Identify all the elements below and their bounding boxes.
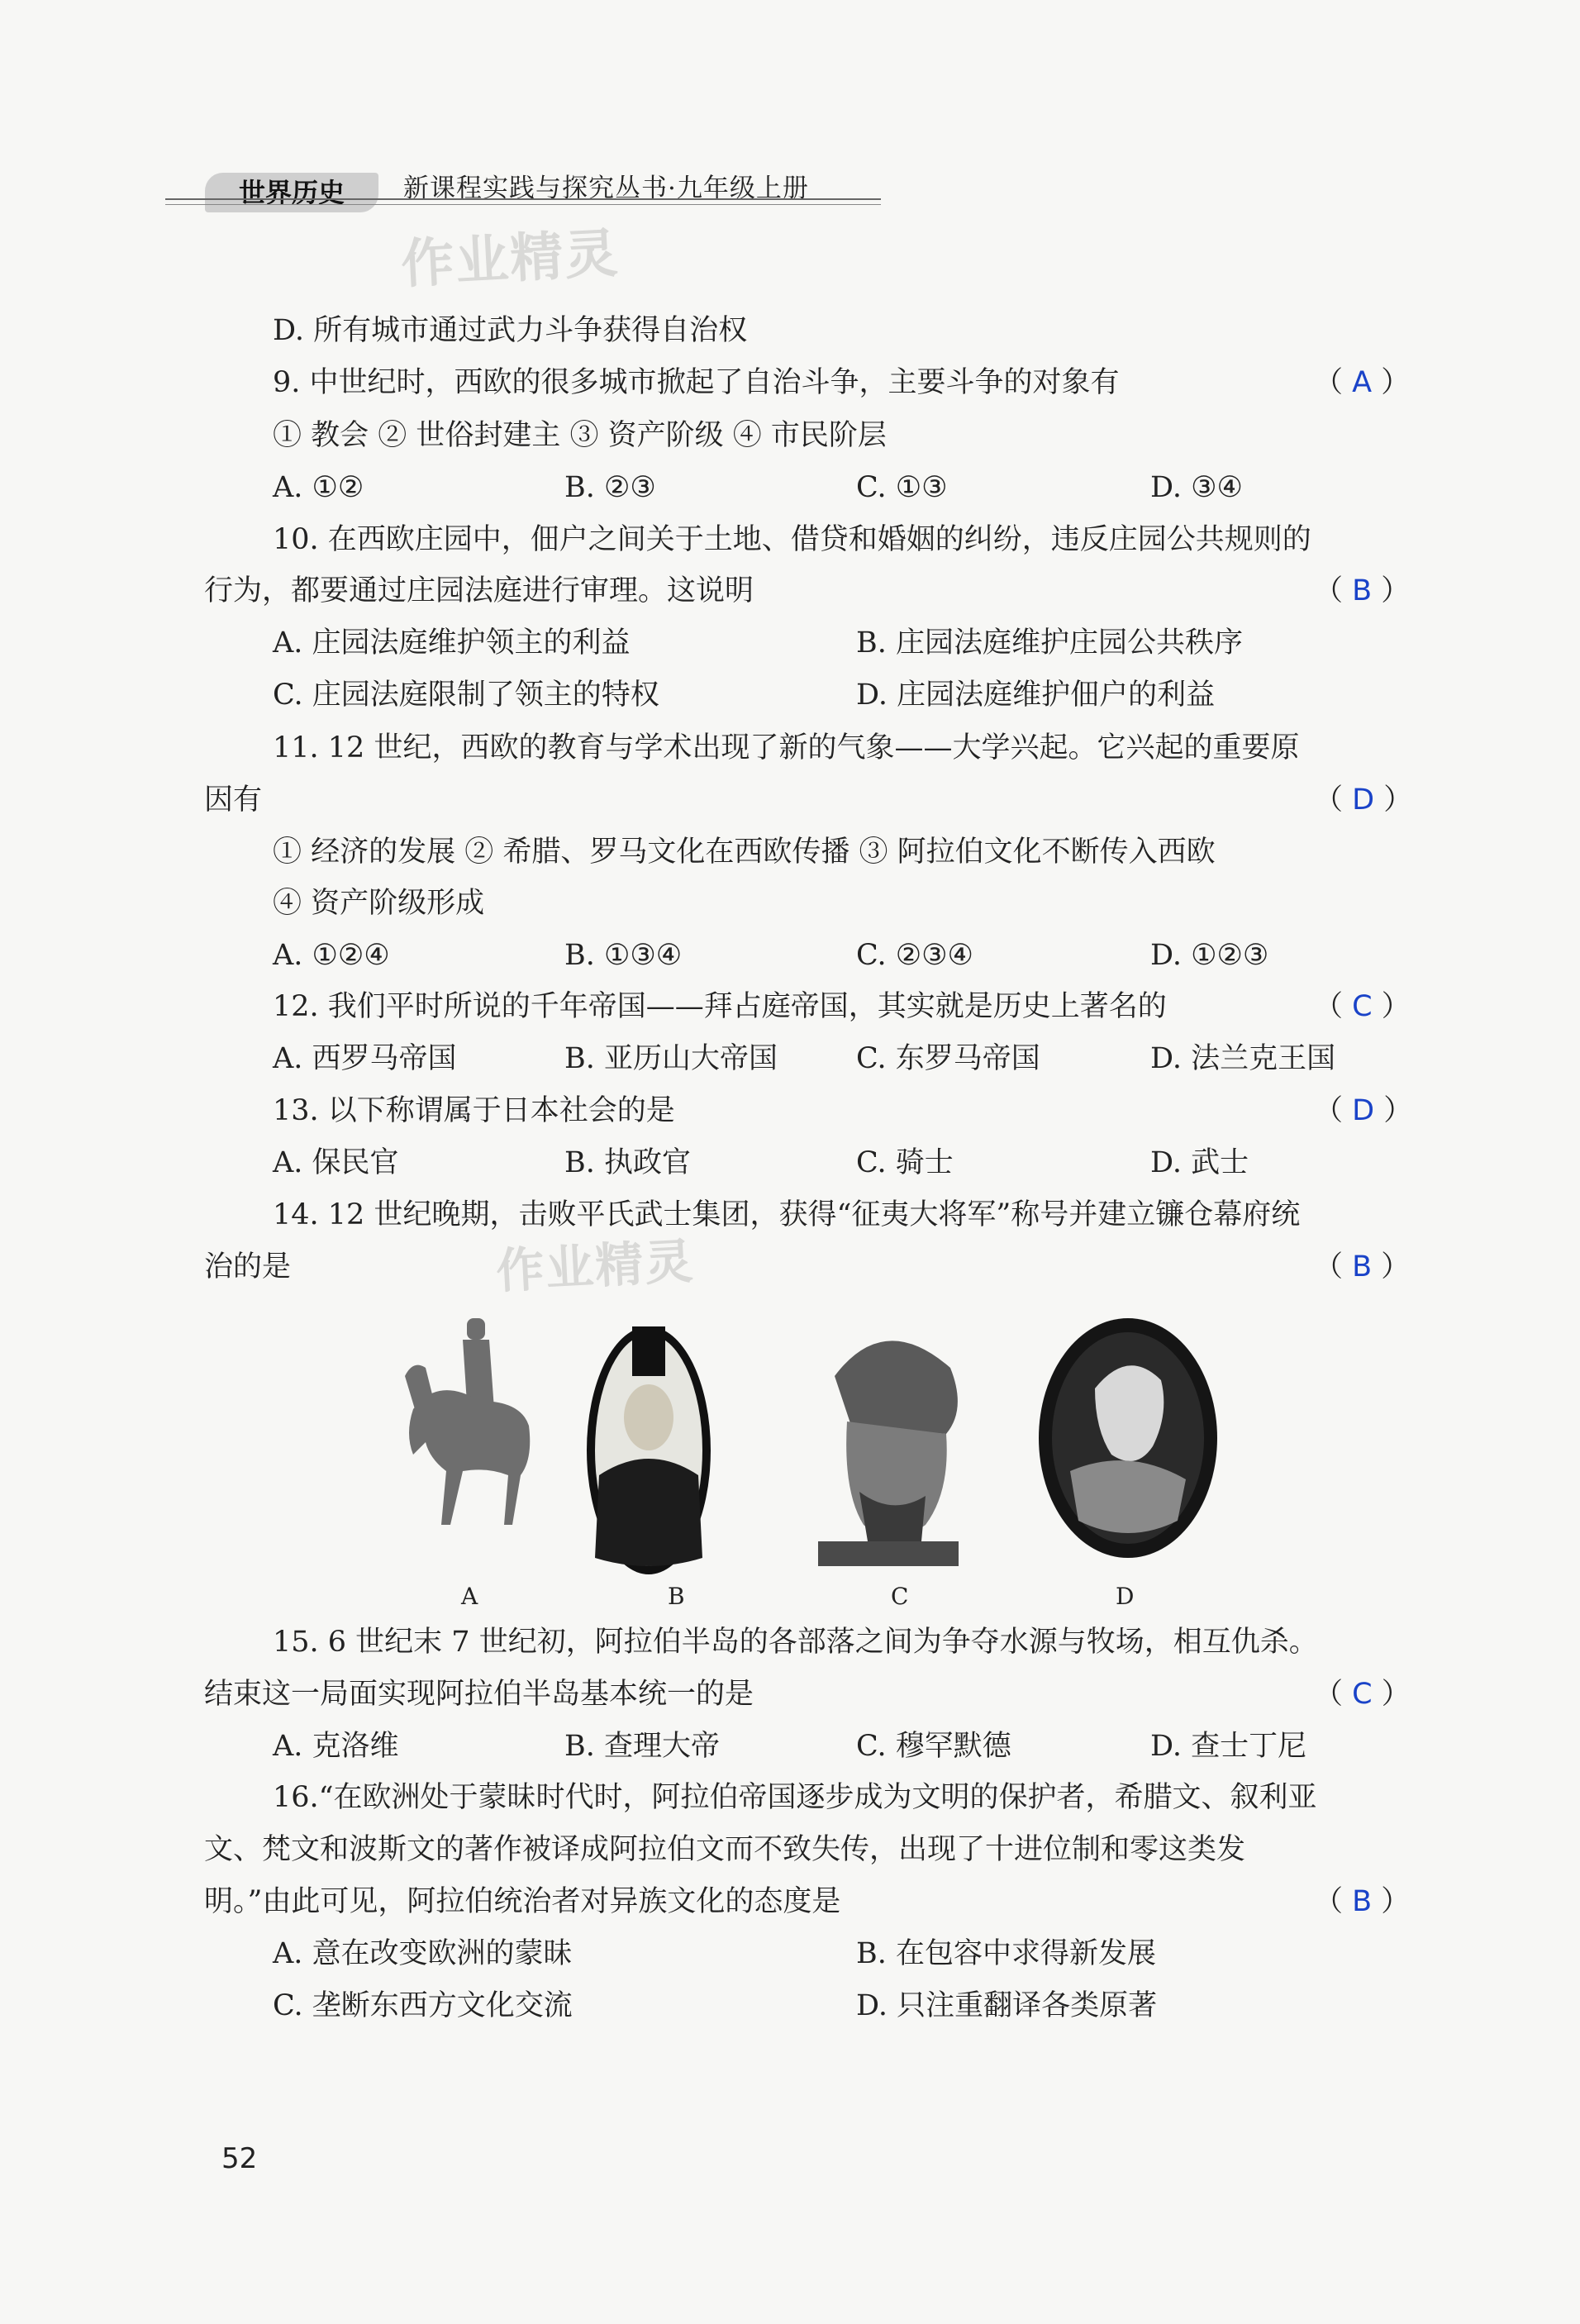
question-15: 15. 6 世纪末 7 世纪初，阿拉伯半岛的各部落之间为争夺水源与牧场，相互仇杀。 — [273, 1626, 1318, 1659]
option-b: B. 亚历山大帝国 — [564, 1042, 778, 1075]
question-9-items: ① 教会 ② 世俗封建主 ③ 资产阶级 ④ 市民阶层 — [273, 419, 887, 452]
watermark: 作业精灵 — [494, 1232, 696, 1300]
option-a: A. ①②④ — [273, 939, 390, 972]
header-rule-thin — [165, 204, 881, 205]
question-9: 9. 中世纪时，西欧的很多城市掀起了自治斗争，主要斗争的对象有 — [273, 366, 1120, 399]
option-d: D. 法兰克王国 — [1150, 1042, 1336, 1075]
page-header — [205, 169, 874, 216]
option-c: C. 东罗马帝国 — [856, 1042, 1040, 1075]
option-c: C. 骑士 — [856, 1146, 954, 1179]
question-11-items: ① 经济的发展 ② 希腊、罗马文化在西欧传播 ③ 阿拉伯文化不断传入西欧 — [273, 836, 1216, 869]
question-11-cont: 因有 — [204, 783, 263, 817]
option-c: C. ①③ — [856, 471, 948, 504]
greek-helmet-bust-image — [802, 1318, 975, 1574]
option-d: D. 查士丁尼 — [1150, 1730, 1307, 1763]
book-series-title: 新课程实践与探究丛书·九年级上册 — [403, 174, 809, 203]
option-a: A. 保民官 — [273, 1146, 399, 1179]
figure-label-d: D — [1116, 1583, 1135, 1610]
question-15-cont: 结束这一局面实现阿拉伯半岛基本统一的是 — [204, 1678, 754, 1711]
cameo-portrait-image — [1037, 1314, 1219, 1562]
question-11: 11. 12 世纪，西欧的教育与学术出现了新的气象——大学兴起。它兴起的重要原 — [273, 731, 1300, 764]
subject-badge: 世界历史 — [205, 173, 378, 212]
question-10: 10. 在西欧庄园中，佃户之间关于土地、借贷和婚姻的纠纷，违反庄园公共规则的 — [273, 523, 1311, 556]
answer-15: （ C ） — [1314, 1678, 1411, 1711]
option-d: D. 只注重翻译各类原著 — [856, 1989, 1158, 2022]
option-d: D. 庄园法庭维护佃户的利益 — [856, 679, 1216, 712]
answer-9: （ A ） — [1314, 366, 1411, 399]
answer-16: （ B ） — [1314, 1885, 1411, 1918]
option-a: A. 西罗马帝国 — [273, 1042, 457, 1075]
answer-11: （ D ） — [1314, 783, 1413, 817]
question-12: 12. 我们平时所说的千年帝国——拜占庭帝国，其实就是历史上著名的 — [273, 990, 1167, 1023]
answer-10: （ B ） — [1314, 574, 1411, 607]
option-c: C. 垄断东西方文化交流 — [273, 1989, 573, 2022]
equestrian-statue-image — [388, 1310, 554, 1533]
option-a: A. 庄园法庭维护领主的利益 — [273, 626, 631, 660]
question-11-item4: ④ 资产阶级形成 — [273, 887, 485, 920]
option-a: A. ①② — [273, 471, 364, 504]
question-16-cont: 明。”由此可见，阿拉伯统治者对异族文化的态度是 — [204, 1885, 841, 1918]
option-d: D. 武士 — [1150, 1146, 1249, 1179]
answer-12: （ C ） — [1314, 990, 1411, 1023]
option-c: C. 庄园法庭限制了领主的特权 — [273, 679, 659, 712]
question-10-cont: 行为，都要通过庄园法庭进行审理。这说明 — [204, 574, 754, 607]
header-rule — [165, 198, 881, 200]
option-c: C. ②③④ — [856, 939, 973, 972]
option-d: D. ③④ — [1150, 471, 1243, 504]
answer-13: （ D ） — [1314, 1094, 1413, 1127]
question-14: 14. 12 世纪晚期，击败平氏武士集团，获得“征夷大将军”称号并建立镰仓幕府统 — [273, 1198, 1301, 1231]
question-line: D. 所有城市通过武力斗争获得自治权 — [273, 314, 748, 347]
question-13: 13. 以下称谓属于日本社会的是 — [273, 1094, 675, 1127]
figure-label-a: A — [461, 1583, 478, 1610]
option-d: D. ①②③ — [1150, 939, 1269, 972]
option-b: B. 在包容中求得新发展 — [856, 1937, 1156, 1970]
option-c: C. 穆罕默德 — [856, 1730, 1011, 1763]
option-b: B. 庄园法庭维护庄园公共秩序 — [856, 626, 1243, 660]
question-16-cont: 文、梵文和波斯文的著作被译成阿拉伯文而不致失传，出现了十进位制和零这类发 — [204, 1833, 1246, 1866]
option-b: B. 执政官 — [564, 1146, 691, 1179]
option-a: A. 意在改变欧洲的蒙昧 — [273, 1937, 573, 1970]
question-14-cont: 治的是 — [204, 1250, 292, 1283]
option-b: B. 查理大帝 — [564, 1730, 720, 1763]
watermark: 作业精灵 — [399, 223, 621, 296]
page-number: 52 — [221, 2142, 258, 2175]
option-a: A. 克洛维 — [273, 1730, 399, 1763]
figure-label-c: C — [891, 1583, 909, 1610]
option-b: B. ②③ — [564, 471, 656, 504]
question-16: 16.“在欧洲处于蒙昧时代时，阿拉伯帝国逐步成为文明的保护者，希腊文、叙利亚 — [273, 1781, 1317, 1814]
option-b: B. ①③④ — [564, 939, 683, 972]
figure-label-b: B — [668, 1583, 685, 1610]
answer-14: （ B ） — [1314, 1250, 1411, 1283]
japanese-portrait-image — [583, 1310, 715, 1574]
